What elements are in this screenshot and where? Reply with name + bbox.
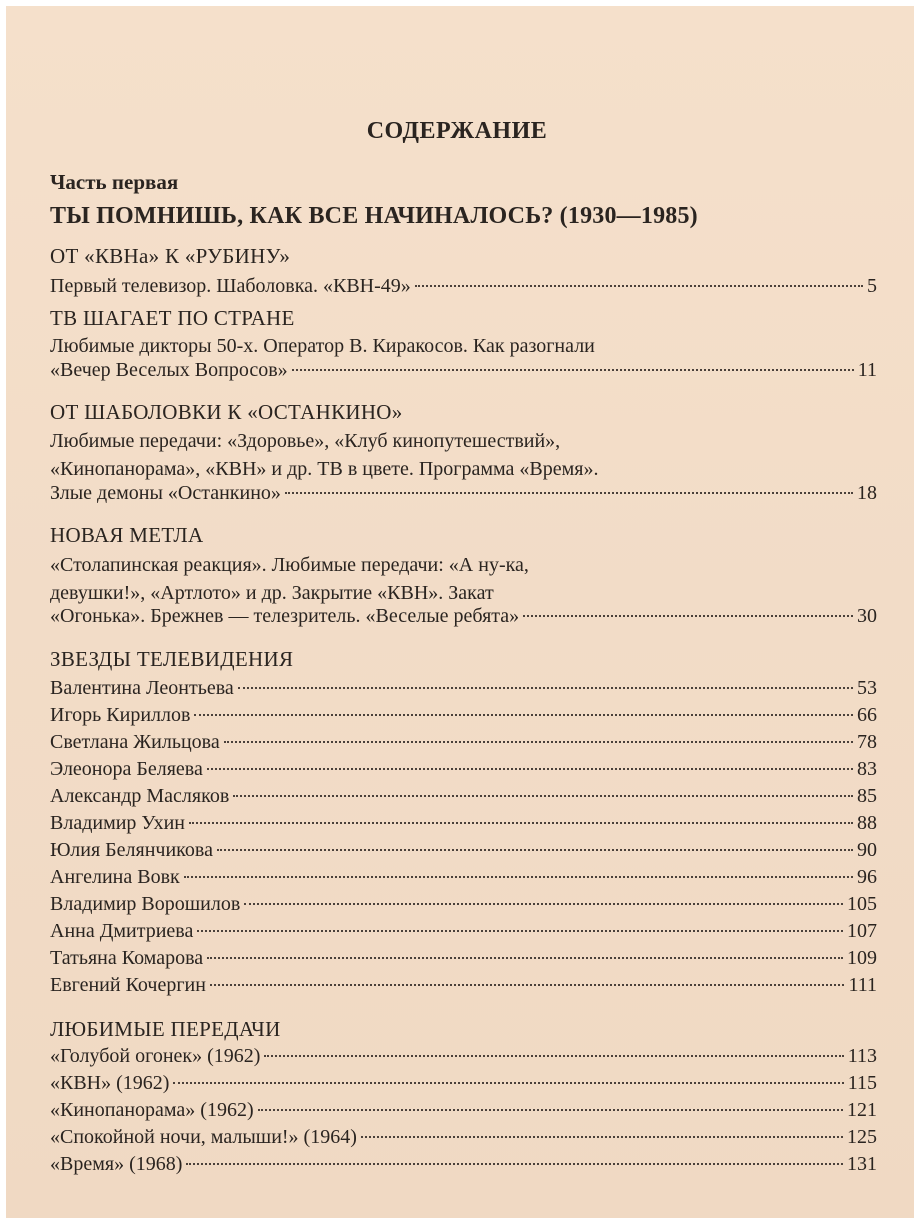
leader-dots [233,795,853,797]
section-title: ОТ «КВНа» К «РУБИНУ» [50,244,291,268]
toc-page-number: 107 [847,920,877,942]
toc-page-number: 18 [857,482,877,504]
toc-page-number: 78 [857,731,877,753]
toc-entry-text: «Спокойной ночи, малыши!» (1964) [50,1126,357,1148]
leader-dots [189,822,853,824]
toc-page-number: 115 [847,1072,877,1094]
leader-dots [186,1163,843,1165]
leader-dots [207,957,843,959]
section-description-line: Любимые дикторы 50-х. Оператор В. Киракосов. Как разогнали [50,335,595,357]
leader-dots [217,849,853,851]
toc-entry[interactable] [50,893,877,921]
scan-edge-top [0,0,914,6]
toc-entry[interactable] [50,1153,877,1181]
toc-page-number: 131 [847,1153,877,1175]
toc-page-number: 53 [857,677,877,699]
toc-entry-text: Первый телевизор. Шаболовка. «КВН-49» [50,275,411,297]
toc-entry-text: Владимир Ворошилов [50,893,241,915]
toc-entry[interactable] [50,1126,877,1154]
toc-entry[interactable] [50,812,877,840]
contents-heading: СОДЕРЖАНИЕ [366,118,548,144]
toc-entry[interactable] [50,758,877,786]
leader-dots [238,687,853,689]
toc-entry-text: Элеонора Беляева [50,758,203,780]
toc-entry-text: Евгений Кочергин [50,974,206,996]
section-title: НОВАЯ МЕТЛА [50,523,204,547]
toc-entry[interactable] [50,704,877,732]
leader-dots [523,615,853,617]
section-title: ТВ ШАГАЕТ ПО СТРАНЕ [50,306,295,330]
part-title: ТЫ ПОМНИШЬ, КАК ВСЕ НАЧИНАЛОСЬ? (1930—1985) [50,203,698,229]
toc-entry-text: Игорь Кириллов [50,704,191,726]
toc-entry[interactable] [50,920,877,948]
section-title-shows: ЛЮБИМЫЕ ПЕРЕДАЧИ [50,1017,281,1041]
leader-dots [244,903,843,905]
toc-page-number: 85 [857,785,877,807]
toc-entry[interactable] [50,677,877,705]
toc-page-number: 5 [867,275,877,297]
toc-entry[interactable] [50,974,877,1002]
leader-dots [224,741,853,743]
section-description-line: «Столапинская реакция». Любимые передачи: «А ну-ка, [50,554,529,576]
toc-entry-text: «Вечер Веселых Вопросов» [50,359,288,381]
toc-entry-text: Злые демоны «Останкино» [50,482,281,504]
toc-entry[interactable] [50,359,877,387]
toc-entry[interactable] [50,731,877,759]
toc-page-number: 30 [857,605,877,627]
toc-entry[interactable] [50,482,877,510]
leader-dots [210,984,845,986]
toc-entry-text: Татьяна Комарова [50,947,204,969]
toc-entry-text: Юлия Белянчикова [50,839,213,861]
toc-page-number: 111 [848,974,877,996]
toc-page-number: 83 [857,758,877,780]
leader-dots [285,492,853,494]
toc-entry[interactable] [50,1072,877,1100]
toc-entry-text: Ангелина Вовк [50,866,180,888]
toc-entry-text: «Голубой огонек» (1962) [50,1045,261,1067]
toc-entry[interactable] [50,275,877,303]
toc-page-number: 109 [847,947,877,969]
toc-page-number: 88 [857,812,877,834]
toc-entry[interactable] [50,947,877,975]
toc-page-number: 105 [847,893,877,915]
leader-dots [194,714,853,716]
toc-entry[interactable] [50,1099,877,1127]
leader-dots [258,1109,843,1111]
toc-entry-text: Анна Дмитриева [50,920,194,942]
section-title: ОТ ШАБОЛОВКИ К «ОСТАНКИНО» [50,400,403,424]
toc-entry-text: «Кинопанорама» (1962) [50,1099,254,1121]
scan-edge-left [0,0,6,1218]
leader-dots [197,930,843,932]
leader-dots [361,1136,843,1138]
toc-page-number: 90 [857,839,877,861]
leader-dots [415,285,863,287]
section-title-stars: ЗВЕЗДЫ ТЕЛЕВИДЕНИЯ [50,647,294,671]
toc-page-number: 121 [847,1099,877,1121]
toc-page-number: 11 [857,359,877,381]
toc-page-number: 66 [857,704,877,726]
leader-dots [292,369,854,371]
leader-dots [173,1082,843,1084]
part-label: Часть первая [50,170,179,194]
toc-entry-text: Александр Масляков [50,785,230,807]
toc-entry[interactable] [50,785,877,813]
section-description-line: девушки!», «Артлото» и др. Закрытие «КВН». Закат [50,582,494,604]
toc-entry-text: «КВН» (1962) [50,1072,170,1094]
leader-dots [184,876,853,878]
toc-entry-text: Валентина Леонтьева [50,677,234,699]
toc-page-number: 96 [857,866,877,888]
leader-dots [264,1055,843,1057]
toc-entry[interactable] [50,1045,877,1073]
toc-entry-text: Владимир Ухин [50,812,185,834]
section-description-line: Любимые передачи: «Здоровье», «Клуб кинопутешествий», [50,430,561,452]
toc-entry[interactable] [50,866,877,894]
toc-entry-text: «Огонька». Брежнев — телезритель. «Веселые ребята» [50,605,520,627]
toc-entry[interactable] [50,839,877,867]
toc-entry[interactable] [50,605,877,633]
toc-page-number: 113 [847,1045,877,1067]
toc-page-number: 125 [847,1126,877,1148]
leader-dots [207,768,853,770]
toc-entry-text: Светлана Жильцова [50,731,220,753]
toc-entry-text: «Время» (1968) [50,1153,183,1175]
section-description-line: «Кинопанорама», «КВН» и др. ТВ в цвете. Программа «Время». [50,458,599,480]
